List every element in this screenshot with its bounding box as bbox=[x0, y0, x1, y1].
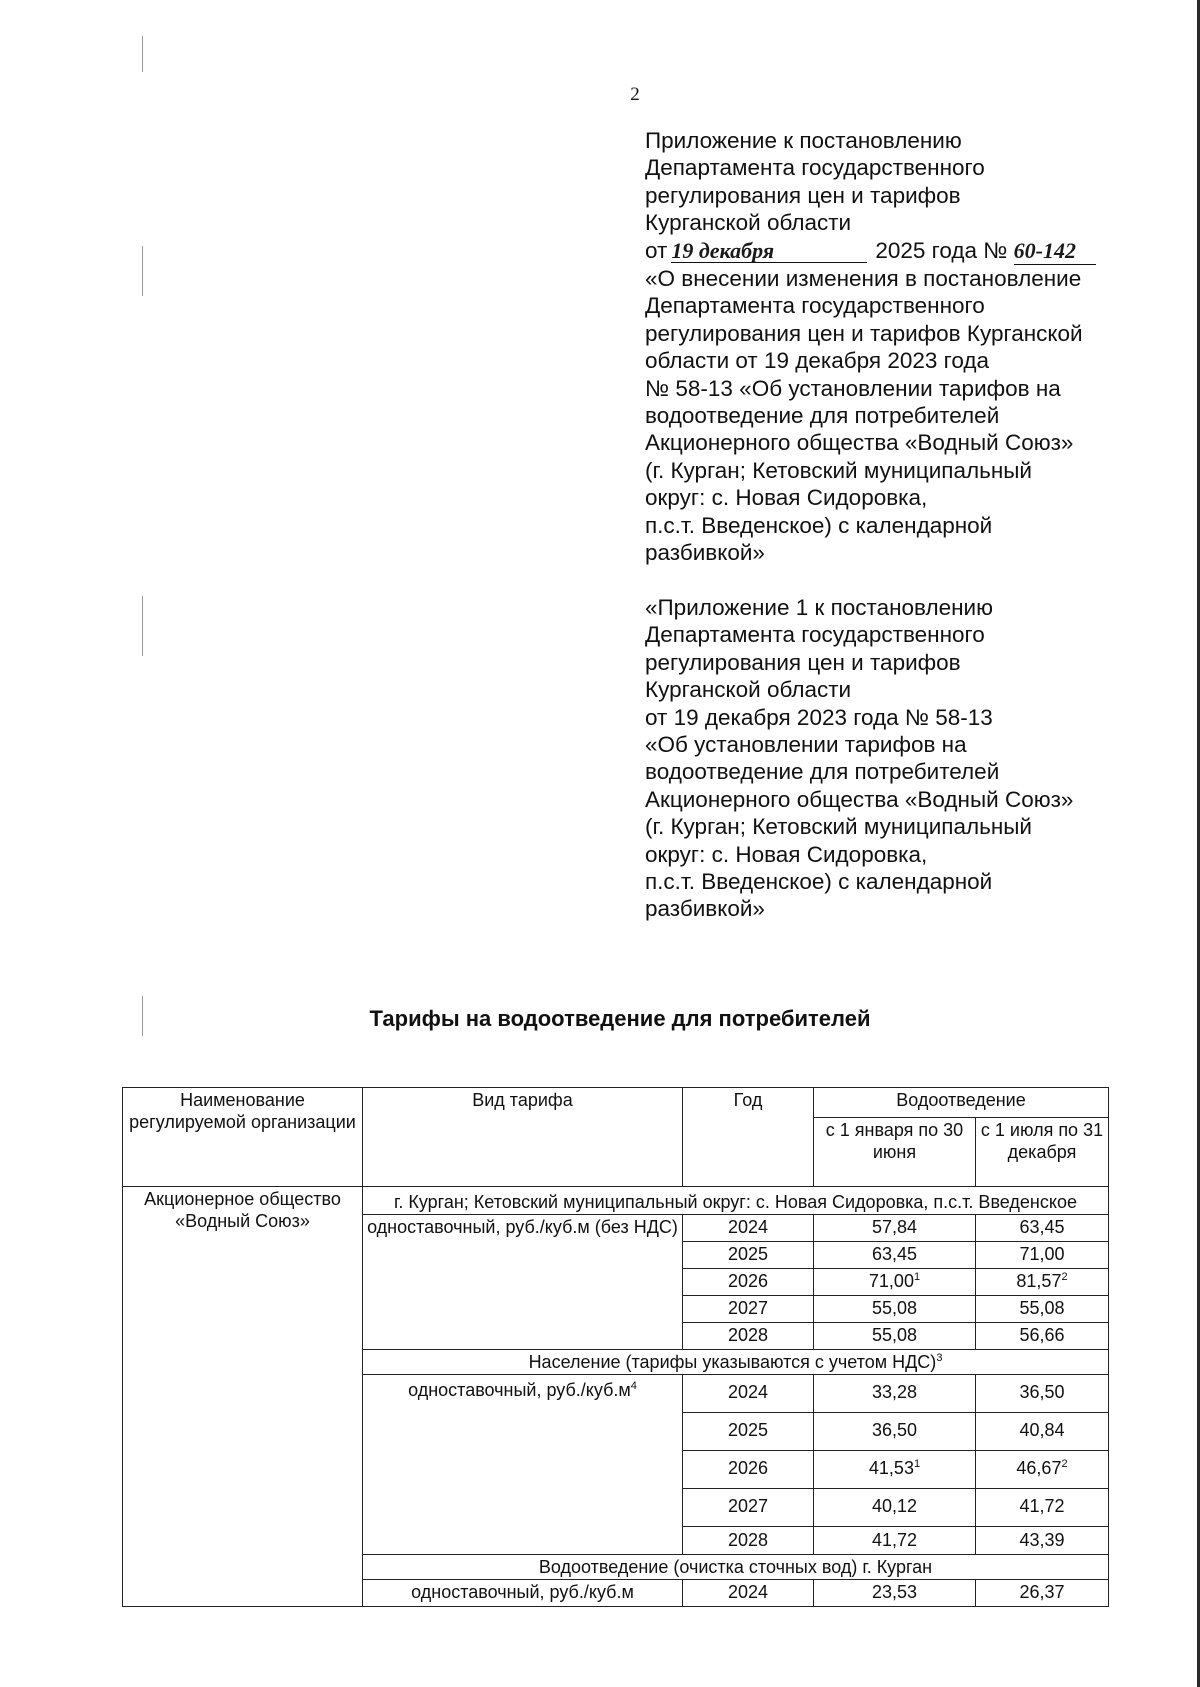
value-cell: 71,00 bbox=[976, 1242, 1109, 1269]
value-cell: 40,84 bbox=[976, 1413, 1109, 1451]
appendix-2-line: водоотведение для потребителей bbox=[645, 759, 1000, 785]
header-tariff-type: Вид тарифа bbox=[363, 1088, 683, 1187]
value-cell: 41,72 bbox=[814, 1527, 976, 1555]
date-prefix: от bbox=[645, 237, 668, 263]
appendix-1-line: № 58-13 «Об установлении тарифов на bbox=[645, 375, 1061, 401]
appendix-1-line: регулирования цен и тарифов bbox=[645, 182, 961, 208]
appendix-1-line: Департамента государственного bbox=[645, 155, 985, 181]
appendix-1-line: водоотведение для потребителей bbox=[645, 403, 1000, 429]
tariffs-table bbox=[122, 1087, 1109, 1607]
value-cell: 63,45 bbox=[814, 1242, 976, 1269]
handwritten-number: 60-142 bbox=[1014, 237, 1096, 265]
header-period-1: с 1 января по 30 июня bbox=[814, 1118, 976, 1187]
value-cell: 23,53 bbox=[814, 1580, 976, 1607]
value-cell: 55,08 bbox=[976, 1296, 1109, 1323]
section-title bbox=[363, 1350, 1109, 1375]
margin-mark bbox=[142, 246, 143, 296]
tariff-type-cell: одноставочный, руб./куб.м bbox=[363, 1580, 683, 1607]
value-text: 46,67 bbox=[1016, 1458, 1062, 1478]
organization-cell: Акционерное общество «Водный Союз» bbox=[123, 1187, 363, 1607]
margin-mark bbox=[142, 36, 143, 72]
value-cell: 55,08 bbox=[814, 1296, 976, 1323]
value-cell bbox=[976, 1451, 1109, 1489]
value-cell: 36,50 bbox=[976, 1375, 1109, 1413]
appendix-2-line: п.с.т. Введенское) с календарной bbox=[645, 869, 993, 895]
tariff-type-cell: одноставочный, руб./куб.м (без НДС) bbox=[363, 1215, 683, 1350]
value-cell: 55,08 bbox=[814, 1323, 976, 1350]
year-cell: 2024 bbox=[683, 1375, 814, 1413]
appendix-1-line: п.с.т. Введенское) с календарной bbox=[645, 512, 993, 538]
header-org: Наименование регулируемой организации bbox=[123, 1088, 363, 1187]
value-cell: 36,50 bbox=[814, 1413, 976, 1451]
tariff-type-cell bbox=[363, 1375, 683, 1555]
value-text: 71,00 bbox=[868, 1271, 914, 1291]
year-cell: 2024 bbox=[683, 1215, 814, 1242]
header-row bbox=[123, 1088, 1109, 1118]
page-number: 2 bbox=[630, 84, 640, 105]
value-text: 41,53 bbox=[868, 1458, 914, 1478]
footnote-mark: 1 bbox=[913, 1458, 921, 1470]
section-title: Водоотведение (очистка сточных вод) г. Курган bbox=[363, 1555, 1109, 1580]
margin-mark bbox=[142, 596, 143, 656]
year-cell: 2025 bbox=[683, 1413, 814, 1451]
year-cell: 2026 bbox=[683, 1269, 814, 1296]
header-period-2: с 1 июля по 31 декабря bbox=[976, 1118, 1109, 1187]
year-cell: 2028 bbox=[683, 1323, 814, 1350]
footnote-mark: 2 bbox=[1061, 1271, 1068, 1283]
appendix-2-line: Департамента государственного bbox=[645, 622, 985, 648]
appendix-1-line: Приложение к постановлению bbox=[645, 128, 962, 153]
year-text: 2025 года № bbox=[875, 237, 1008, 263]
footnote-mark: 4 bbox=[630, 1380, 637, 1392]
value-cell bbox=[814, 1269, 976, 1296]
value-cell: 41,72 bbox=[976, 1489, 1109, 1527]
value-cell bbox=[976, 1269, 1109, 1296]
year-cell: 2024 bbox=[683, 1580, 814, 1607]
appendix-2-header bbox=[645, 594, 1125, 923]
appendix-1-line: (г. Курган; Кетовский муниципальный bbox=[645, 457, 1032, 483]
appendix-2-line: округ: с. Новая Сидоровка, bbox=[645, 841, 928, 867]
value-cell: 33,28 bbox=[814, 1375, 976, 1413]
tariff-type-text: одноставочный, руб./куб.м bbox=[408, 1380, 631, 1400]
appendix-2-line: «Об установлении тарифов на bbox=[645, 732, 967, 758]
footnote-mark: 3 bbox=[936, 1352, 943, 1364]
appendix-2-line: (г. Курган; Кетовский муниципальный bbox=[645, 814, 1032, 840]
value-cell bbox=[814, 1451, 976, 1489]
year-cell: 2025 bbox=[683, 1242, 814, 1269]
appendix-2-line: регулирования цен и тарифов bbox=[645, 649, 961, 675]
value-cell: 40,12 bbox=[814, 1489, 976, 1527]
appendix-1-line: разбивкой» bbox=[645, 540, 765, 566]
header-year: Год bbox=[683, 1088, 814, 1187]
appendix-2-line: разбивкой» bbox=[645, 896, 765, 922]
year-cell: 2027 bbox=[683, 1296, 814, 1323]
appendix-1-header bbox=[645, 127, 1125, 567]
value-cell: 26,37 bbox=[976, 1580, 1109, 1607]
section-title-row bbox=[123, 1187, 1109, 1215]
year-cell: 2026 bbox=[683, 1451, 814, 1489]
year-cell: 2027 bbox=[683, 1489, 814, 1527]
appendix-1-line: округ: с. Новая Сидоровка, bbox=[645, 485, 928, 511]
footnote-mark: 2 bbox=[1061, 1458, 1068, 1470]
appendix-1-line: области от 19 декабря 2023 года bbox=[645, 348, 990, 374]
value-cell: 43,39 bbox=[976, 1527, 1109, 1555]
appendix-2-line: Курганской области bbox=[645, 677, 852, 703]
appendix-1-line: Курганской области bbox=[645, 210, 852, 236]
value-cell: 57,84 bbox=[814, 1215, 976, 1242]
section-title-text: Население (тарифы указываются с учетом НДС) bbox=[528, 1352, 937, 1372]
header-service: Водоотведение bbox=[814, 1088, 1109, 1118]
appendix-1-line: регулирования цен и тарифов Курганской bbox=[645, 320, 1083, 346]
value-cell: 63,45 bbox=[976, 1215, 1109, 1242]
appendix-2-line: от 19 декабря 2023 года № 58-13 bbox=[645, 704, 993, 730]
handwritten-date: 19 декабря bbox=[671, 240, 867, 263]
value-cell: 56,66 bbox=[976, 1323, 1109, 1350]
appendix-1-line: «О внесении изменения в постановление bbox=[645, 266, 1082, 292]
appendix-2-line: Акционерного общества «Водный Союз» bbox=[645, 786, 1074, 812]
document-title: Тарифы на водоотведение для потребителей bbox=[369, 1006, 871, 1031]
appendix-1-date-line bbox=[645, 237, 1125, 265]
appendix-1-line: Департамента государственного bbox=[645, 293, 985, 319]
value-text: 81,57 bbox=[1016, 1271, 1062, 1291]
appendix-1-line: Акционерного общества «Водный Союз» bbox=[645, 430, 1074, 456]
section-title: г. Курган; Кетовский муниципальный округ: с. Новая Сидоровка, п.с.т. Введенское bbox=[363, 1187, 1109, 1215]
footnote-mark: 1 bbox=[913, 1271, 921, 1283]
appendix-2-line: «Приложение 1 к постановлению bbox=[645, 595, 993, 620]
year-cell: 2028 bbox=[683, 1527, 814, 1555]
